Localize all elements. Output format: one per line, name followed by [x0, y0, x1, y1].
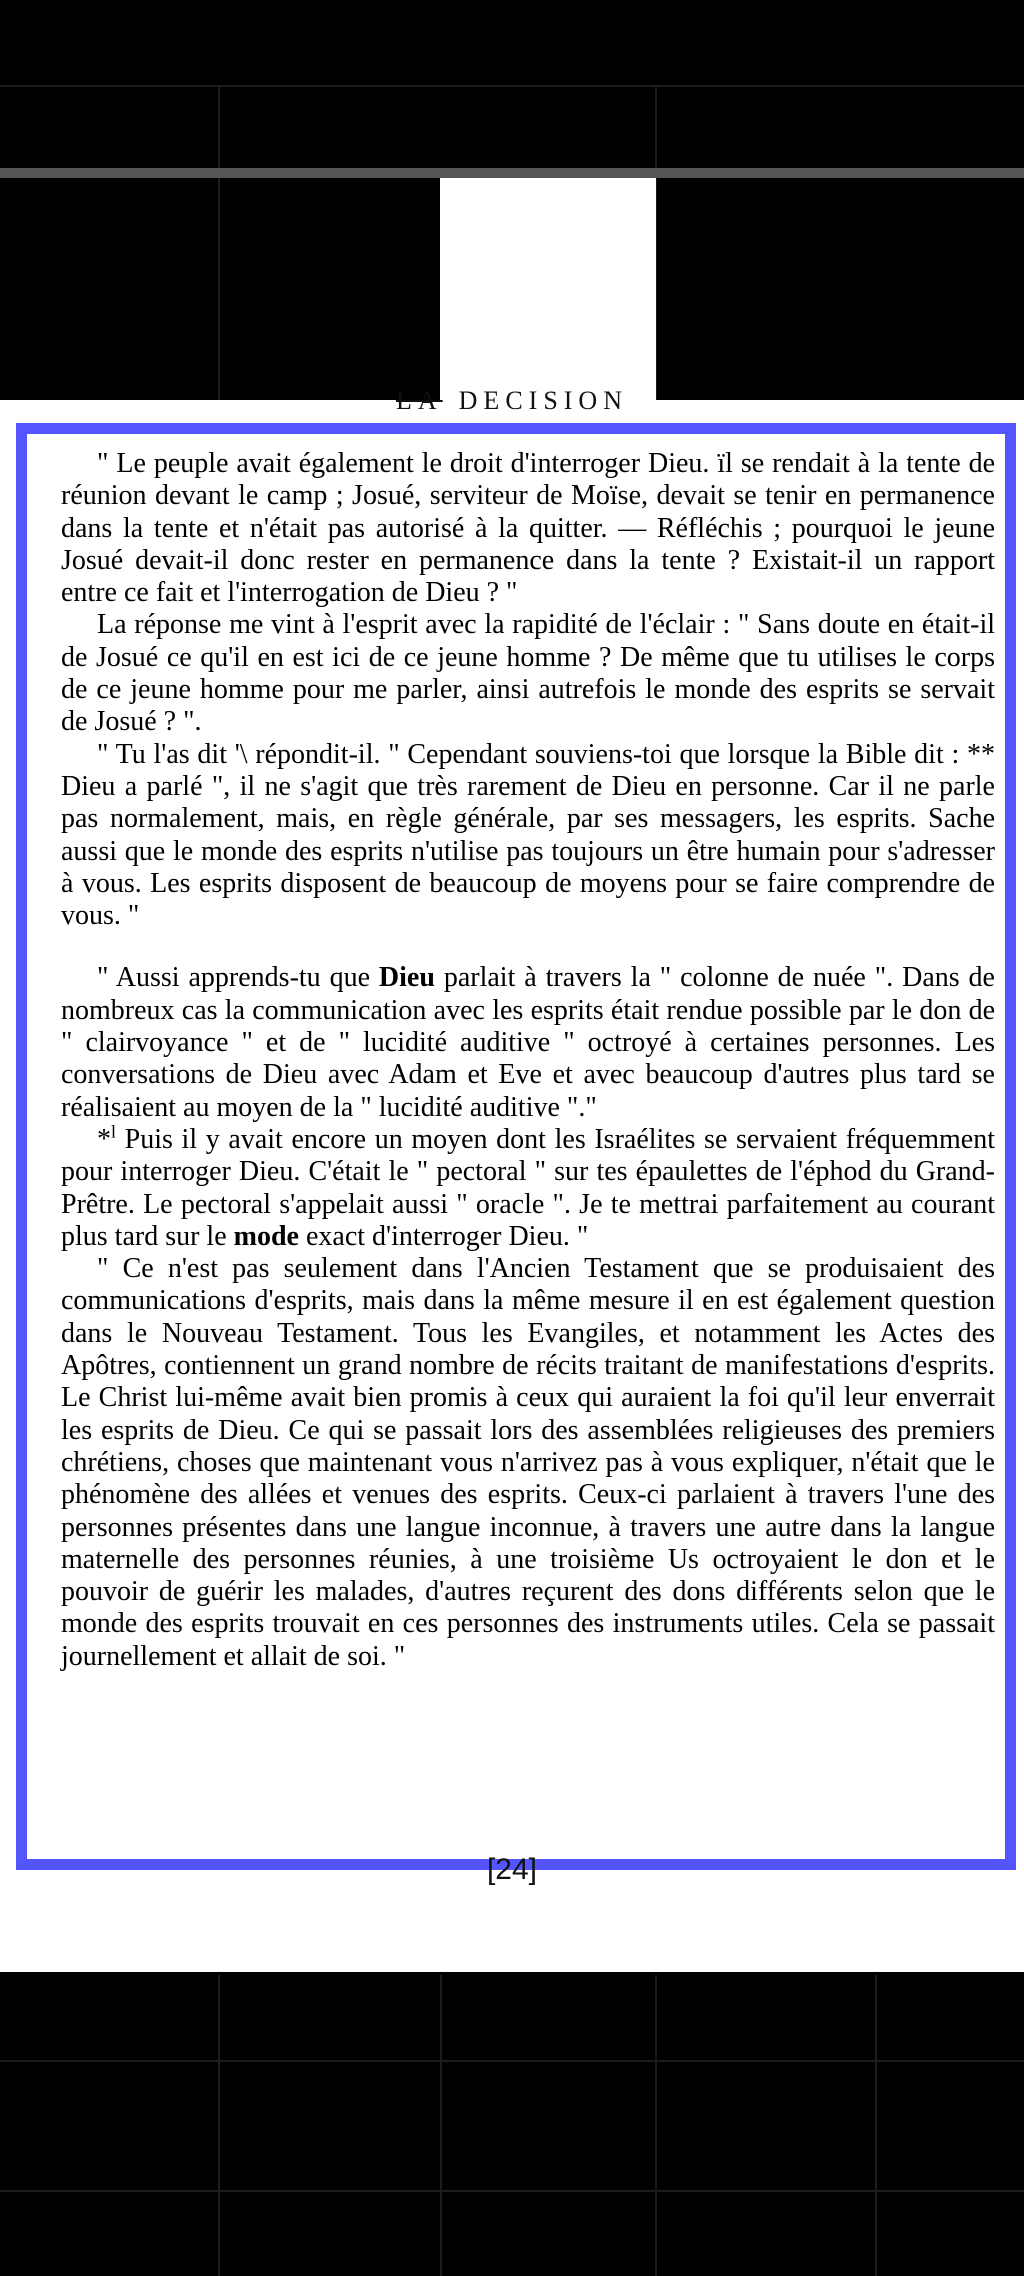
grid-line: [0, 2190, 1024, 2192]
grid-line: [218, 85, 220, 405]
paragraph: [61, 962, 995, 1123]
text-run: Puis il y avait encore un moyen dont les Israélites se servaient fréquemment pour interroger Dieu. C'était le " pectoral " sur tes épaulettes de l'éphod du Grand-Prêtre. Le pectoral s'appelait aussi " oracle ". Je te mettrai parfaitement au courant plus tard sur le: [61, 1123, 995, 1252]
grid-line: [0, 85, 1024, 87]
bold-word: Dieu: [378, 962, 435, 994]
top-divider-bar: [0, 168, 1024, 178]
header-la: LA: [395, 386, 443, 415]
text-run: parlait à travers la " colonne de nuée ". Dans de nombreux cas la communication avec les esprits était rendue possible par le don de " clairvoyance " et de " lucidité auditive " octroyé à certaines personnes. Les conversations de Dieu avec Adam et Eve et avec beaucoup d'autres plus tard se réalisaient au moyen de la " lucidité auditive ".": [61, 962, 995, 1123]
grid-line: [440, 1975, 442, 2276]
grid-line: [0, 2060, 1024, 2062]
text-run: " Aussi apprends-tu que: [97, 962, 379, 994]
bold-word: mode: [233, 1220, 299, 1252]
paragraph: " Tu l'as dit '\ répondit-il. " Cependant souviens-toi que lorsque la Bible dit : ** Dieu a parlé ", il ne s'agit que très rarement de Dieu en personne. Car il ne parle pas normalement, mais, en règle générale, par ses messagers, les esprits. Sache aussi que le monde des esprits n'utilise pas toujours un être humain pour s'adresser à vous. Les esprits disposent de beaucoup de moyens pour se faire comprendre de vous. ": [61, 738, 995, 932]
footnote-superscript: l: [111, 1121, 117, 1142]
paragraph: " Le peuple avait également le droit d'interroger Dieu. ïl se rendait à la tente de réunion devant le camp ; Josué, serviteur de Moïse, devait se tenir en permanence dans la tente et n'était pas autorisé à la quitter. — Réfléchis ; pourquoi le jeune Josué devait-il donc rester en permanence dans la tente ? Existait-il un rapport entre ce fait et l'interrogation de Dieu ? ": [61, 448, 995, 609]
page-tab: [440, 178, 656, 408]
grid-line: [218, 1975, 220, 2276]
grid-line: [875, 1975, 877, 2276]
paragraph: " Ce n'est pas seulement dans l'Ancien Testament que se produisaient des communications d'esprits, mais dans la même mesure il en est également question dans le Nouveau Testament. Tous les Evangiles, et notamment les Actes des Apôtres, contiennent un grand nombre de récits traitant de manifestations d'esprits. Le Christ lui-même avait bien promis à ceux qui auraient la foi qu'il leur enverrait les esprits de Dieu. Ce qui se passait lors des assemblées religieuses des premiers chrétiens, choses que maintenant vous n'arrivez pas à vous expliquer, n'était que le phénomène des allées et venues des esprits. Ceux-ci parlaient à travers l'une des personnes présentes dans une langue inconnue, à travers une autre dans la langue maternelle des personnes réunies, à une troisième Us octroyaient le don et le pouvoir de guérir les malades, d'autres reçurent des dons différents selon que le monde des esprits trouvait en ces personnes des instruments utiles. Cela se passait journellement et allait de soi. ": [61, 1253, 995, 1672]
body-text: [61, 448, 995, 1673]
page-number: [24]: [486, 1853, 538, 1886]
paragraph: La réponse me vint à l'esprit avec la rapidité de l'éclair : " Sans doute en était-il de Josué ce qu'il en est ici de ce jeune homme ? De même que tu utilises le corps de ce jeune homme pour me parler, ainsi autrefois le monde des esprits se servait de Josué ? ".: [61, 609, 995, 738]
header-title: DECISION: [458, 386, 628, 415]
running-header: [0, 386, 1024, 416]
text-frame: [16, 423, 1016, 1870]
paragraph: [61, 1121, 995, 1253]
grid-line: [655, 1975, 657, 2276]
text-run: exact d'interroger Dieu. ": [298, 1220, 589, 1252]
footnote-mark: *: [97, 1123, 111, 1155]
